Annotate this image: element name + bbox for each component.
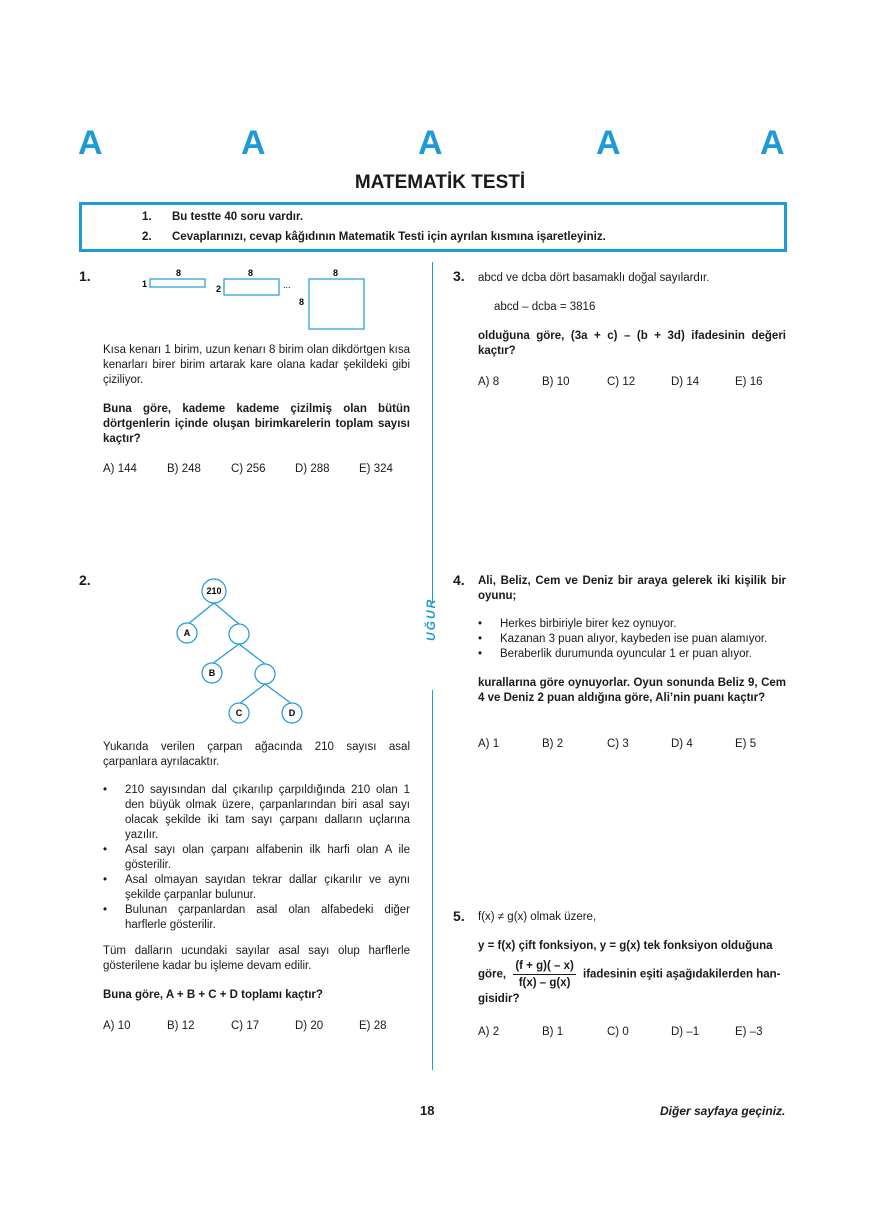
option-b[interactable]: B) 12 bbox=[167, 1020, 195, 1032]
booklet-letter: A bbox=[78, 124, 103, 162]
question-text: Ali, Beliz, Cem ve Deniz bir araya gelerek iki kişilik bir oyunu; bbox=[478, 575, 786, 602]
question-condition: f(x) ≠ g(x) olmak üzere, bbox=[478, 911, 597, 923]
option-d[interactable]: D) –1 bbox=[671, 1026, 700, 1038]
tree-node-empty bbox=[229, 624, 249, 644]
label-square-height: 8 bbox=[299, 297, 305, 307]
option-b[interactable]: B) 10 bbox=[542, 376, 570, 388]
option-d[interactable]: D) 20 bbox=[295, 1020, 324, 1032]
option-c[interactable]: C) 0 bbox=[607, 1026, 629, 1038]
fraction-denominator: f(x) – g(x) bbox=[518, 977, 571, 989]
instruction-text: Bu testte 40 soru vardır. bbox=[172, 211, 304, 223]
question-number: 2. bbox=[79, 572, 91, 588]
label-rect1-height: 1 bbox=[142, 279, 148, 289]
prompt-text: göre, bbox=[478, 968, 507, 981]
option-a[interactable]: A) 2 bbox=[478, 1026, 500, 1038]
question-number: 3. bbox=[453, 268, 465, 284]
tree-label-d: D bbox=[288, 708, 296, 718]
list-item: • Bulunan çarpanlardan asal olan alfabedeki diğer harflerle gösterilir. bbox=[103, 903, 410, 933]
question-number: 4. bbox=[453, 572, 465, 588]
rectangle-1x8 bbox=[150, 279, 205, 287]
instruction-text: Cevaplarınızı, cevap kâğıdının Matematik Testi için ayrılan kısmına işaretleyiniz. bbox=[172, 231, 606, 243]
question-prompt: olduğuna göre, (3a + c) – (b + 3d) ifadesinin değeri kaçtır? bbox=[478, 330, 786, 357]
question-prompt: y = f(x) çift fonksiyon, y = g(x) tek fonksiyon olduğuna bbox=[478, 940, 773, 952]
page-title: MATEMATİK TESTİ bbox=[354, 172, 526, 193]
column-divider bbox=[432, 690, 433, 1070]
option-c[interactable]: C) 17 bbox=[231, 1020, 260, 1032]
question-equation: abcd – dcba = 3816 bbox=[494, 301, 596, 313]
question-number: 5. bbox=[453, 908, 465, 924]
rules-list bbox=[478, 617, 798, 662]
rectangles-figure bbox=[140, 266, 380, 336]
next-page-note: Diğer sayfaya geçiniz. bbox=[660, 1104, 786, 1118]
option-a[interactable]: A) 10 bbox=[103, 1020, 131, 1032]
question-prompt bbox=[478, 958, 798, 991]
tree-label-c: C bbox=[235, 708, 243, 718]
tree-label-root: 210 bbox=[206, 586, 222, 596]
label-rect1-width: 8 bbox=[176, 268, 182, 278]
option-e[interactable]: E) 28 bbox=[359, 1020, 387, 1032]
option-b[interactable]: B) 2 bbox=[542, 738, 564, 750]
booklet-letter: A bbox=[241, 124, 266, 162]
question-text: Yukarıda verilen çarpan ağacında 210 sayısı asal çarpanlara ayrılacaktır. bbox=[103, 741, 410, 768]
option-d[interactable]: D) 4 bbox=[671, 738, 693, 750]
ellipsis: ... bbox=[283, 280, 291, 290]
option-c[interactable]: C) 3 bbox=[607, 738, 629, 750]
list-item: • Beraberlik durumunda oyuncular 1 er puan alıyor. bbox=[478, 647, 798, 662]
list-item: • 210 sayısından dal çıkarılıp çarpıldığında 210 olan 1 den büyük olmak üzere, çarpanlarından biri asal sayı olacak şekilde iki tam sayı çarpanı dalların uçlarına yazılır. bbox=[103, 783, 410, 843]
instruction-number: 1. bbox=[142, 211, 152, 223]
list-item: • Asal olmayan sayıdan tekrar dallar çıkarılır ve aynı şekilde çarpanlar bulunur. bbox=[103, 873, 410, 903]
option-c[interactable]: C) 12 bbox=[607, 376, 636, 388]
instruction-number: 2. bbox=[142, 231, 152, 243]
column-divider bbox=[432, 262, 433, 602]
label-rect2-height: 2 bbox=[216, 284, 222, 294]
tree-node-empty bbox=[255, 664, 275, 684]
option-e[interactable]: E) 16 bbox=[735, 376, 763, 388]
question-text: abcd ve dcba dört basamaklı doğal sayılardır. bbox=[478, 272, 710, 284]
page-number: 18 bbox=[420, 1103, 435, 1118]
question-prompt: gisidir? bbox=[478, 993, 520, 1005]
option-d[interactable]: D) 14 bbox=[671, 376, 700, 388]
option-a[interactable]: A) 144 bbox=[103, 463, 137, 475]
question-prompt: Buna göre, A + B + C + D toplamı kaçtır? bbox=[103, 989, 323, 1001]
booklet-letter: A bbox=[760, 124, 785, 162]
brand-logo: UĞUR bbox=[424, 597, 438, 641]
option-c[interactable]: C) 256 bbox=[231, 463, 266, 475]
option-b[interactable]: B) 248 bbox=[167, 463, 201, 475]
list-item: • Herkes birbiriyle birer kez oynuyor. bbox=[478, 617, 798, 632]
question-number: 1. bbox=[79, 268, 91, 284]
tree-label-b: B bbox=[208, 668, 216, 678]
option-e[interactable]: E) 5 bbox=[735, 738, 757, 750]
option-e[interactable]: E) 324 bbox=[359, 463, 393, 475]
tree-label-a: A bbox=[183, 628, 191, 638]
fraction bbox=[513, 958, 575, 991]
booklet-letter: A bbox=[418, 124, 443, 162]
question-note: Tüm dalların ucundaki sayılar asal sayı olup harflerle gösterilene kadar bu işleme devam edilir. bbox=[103, 945, 410, 972]
rules-list bbox=[103, 783, 410, 933]
fraction-numerator: (f + g)( – x) bbox=[513, 958, 575, 975]
question-text: Kısa kenarı 1 birim, uzun kenarı 8 birim olan dikdörtgen kısa kenarları birer birim artarak kare olana kadar şekildeki gibi çiziliyor. bbox=[103, 344, 410, 386]
option-b[interactable]: B) 1 bbox=[542, 1026, 564, 1038]
prompt-text: ifadesinin eşiti aşağıdakilerden han- bbox=[583, 968, 781, 981]
list-item: • Asal sayı olan çarpanı alfabenin ilk harfi olan A ile gösterilir. bbox=[103, 843, 410, 873]
option-a[interactable]: A) 1 bbox=[478, 738, 500, 750]
question-prompt: Buna göre, kademe kademe çizilmiş olan bütün dörtgenlerin içinde oluşan birimkarelerin toplam sayısı kaçtır? bbox=[103, 403, 410, 445]
rectangle-2x8 bbox=[224, 279, 279, 295]
list-item: • Kazanan 3 puan alıyor, kaybeden ise puan alamıyor. bbox=[478, 632, 798, 647]
option-e[interactable]: E) –3 bbox=[735, 1026, 763, 1038]
label-rect2-width: 8 bbox=[248, 268, 254, 278]
square-8x8 bbox=[309, 279, 364, 329]
instructions-box bbox=[79, 202, 787, 252]
question-prompt: kurallarına göre oynuyorlar. Oyun sonunda Beliz 9, Cem 4 ve Deniz 2 puan aldığına göre, Ali’nin puanı kaçtır? bbox=[478, 677, 786, 704]
booklet-letter: A bbox=[596, 124, 621, 162]
option-a[interactable]: A) 8 bbox=[478, 376, 500, 388]
instruction-item bbox=[142, 231, 606, 243]
factor-tree bbox=[160, 570, 330, 730]
label-square-width: 8 bbox=[333, 268, 339, 278]
instruction-item bbox=[142, 211, 303, 223]
option-d[interactable]: D) 288 bbox=[295, 463, 330, 475]
